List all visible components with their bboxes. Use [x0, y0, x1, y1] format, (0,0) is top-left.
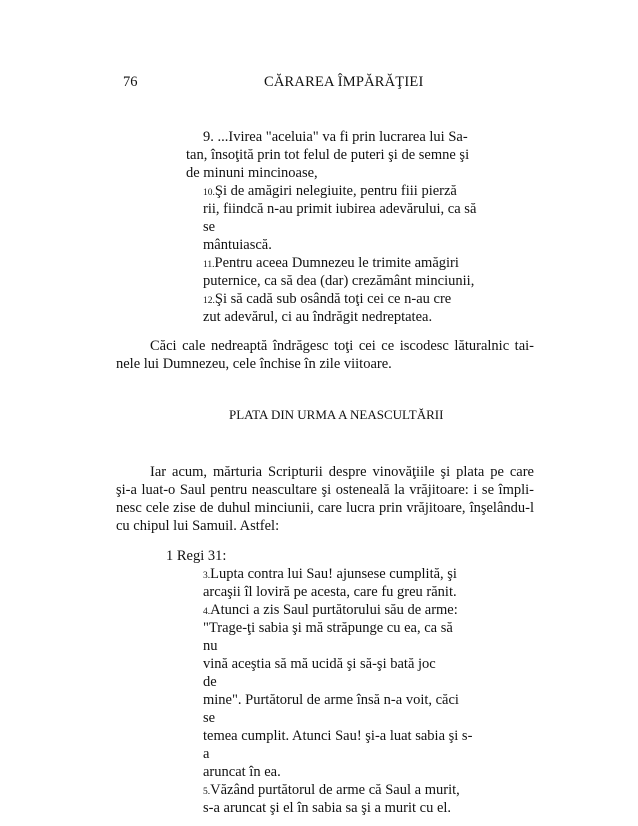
- verse-line: de: [203, 674, 217, 690]
- verse-line: [203, 182, 457, 202]
- verse-line: [203, 601, 458, 621]
- paragraph-line: cu chipul lui Samuil. Astfel:: [116, 518, 280, 534]
- verse-line: [203, 781, 460, 801]
- verse-number: 4.: [203, 607, 211, 617]
- paragraph-line: nele lui Dumnezeu, cele închise în zile viitoare.: [116, 356, 392, 372]
- verse-line: mine". Purtătorul de arme însă n-a voit, căci: [203, 692, 459, 708]
- running-title: CĂRAREA ÎMPĂRĂŢIEI: [264, 74, 424, 90]
- verse-line: 9. ...Ivirea "aceluia" va fi prin lucrarea lui Sa-: [203, 129, 468, 145]
- verse-line: se: [203, 219, 216, 235]
- verse-number: 11.: [203, 260, 215, 270]
- verse-line: de minuni mincinoase,: [186, 165, 318, 181]
- verse-number: 3.: [203, 571, 211, 581]
- scripture-reference: 1 Regi 31:: [166, 548, 227, 564]
- verse-line: vină aceştia să mă ucidă şi să-şi bată joc: [203, 656, 436, 672]
- verse-line: mântuiască.: [203, 237, 272, 253]
- verse-line: puternice, ca să dea (dar) crezământ minciunii,: [203, 273, 475, 289]
- verse-line: nu: [203, 638, 218, 654]
- verse-number: 12.: [203, 296, 215, 306]
- paragraph-line: Căci cale nedreaptă îndrăgesc toţi cei ce iscodesc lăturalnic tai-: [150, 338, 534, 354]
- verse-line: a: [203, 746, 210, 762]
- verse-line: arcaşii îl loviră pe acesta, care fu greu rănit.: [203, 584, 457, 600]
- verse-line: aruncat în ea.: [203, 764, 281, 780]
- section-heading: PLATA DIN URMA A NEASCULTĂRII: [229, 407, 444, 422]
- verse-line: s-a aruncat şi el în sabia sa şi a murit cu el.: [203, 800, 452, 816]
- verse-text: Şi de amăgiri nelegiuite, pentru fiii pierză: [214, 183, 457, 199]
- paragraph-line: Iar acum, mărturia Scripturii despre vinovăţiile şi plata pe care: [150, 464, 534, 480]
- verse-line: zut adevărul, ci au îndrăgit nedreptatea.: [203, 309, 433, 325]
- verse-line: [203, 565, 457, 585]
- paragraph-line: nesc cele zise de duhul minciunii, care lucra prin vrăjitoare, înşelându-l: [116, 500, 534, 516]
- verse-line: tan, însoţită prin tot felul de puteri şi de semne şi: [186, 147, 470, 163]
- verse-text: Pentru aceea Dumnezeu le trimite amăgiri: [214, 255, 459, 271]
- verse-line: "Trage-ţi sabia şi mă străpunge cu ea, ca să: [203, 620, 453, 636]
- verse-number: 10.: [203, 188, 215, 198]
- verse-line: rii, fiindcă n-au primit iubirea adevărului, ca să: [203, 201, 477, 217]
- verse-number: 5.: [203, 787, 211, 797]
- verse-text: Atunci a zis Saul purtătorului său de arme:: [210, 602, 458, 618]
- verse-text: Şi să cadă sub osândă toţi cei ce n-au cre: [214, 291, 452, 307]
- verse-line: [203, 254, 459, 274]
- paragraph-line: şi-a luat-o Saul pentru neascultare şi osteneală la vrăjitoare: i se împli-: [116, 482, 534, 498]
- verse-text: Văzând purtătorul de arme că Saul a murit,: [210, 782, 460, 798]
- page-number: 76: [123, 74, 138, 90]
- verse-line: temea cumplit. Atunci Sau! şi-a luat sabia şi s-: [203, 728, 473, 744]
- verse-line: [203, 290, 451, 310]
- verse-line: se: [203, 710, 216, 726]
- verse-text: Lupta contra lui Sau! ajunsese cumplită, şi: [210, 566, 457, 582]
